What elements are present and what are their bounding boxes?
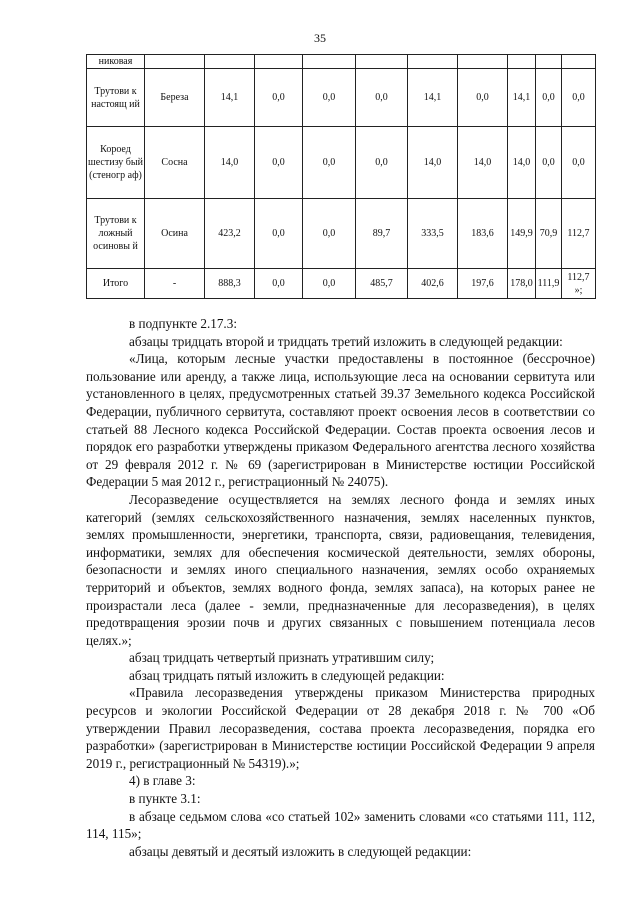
table-cell: 14,1 xyxy=(508,69,536,127)
table-cell: 0,0 xyxy=(255,69,303,127)
paragraph: абзацы тридцать второй и тридцать третий изложить в следующей редакции: xyxy=(129,333,563,349)
table-cell xyxy=(145,55,205,69)
table-cell: 402,6 xyxy=(408,269,458,299)
table-cell: 0,0 xyxy=(356,69,408,127)
table-cell xyxy=(356,55,408,69)
table-row xyxy=(87,269,596,299)
table-cell: 333,5 xyxy=(408,199,458,269)
table-cell: 0,0 xyxy=(255,269,303,299)
paragraph: абзацы девятый и десятый изложить в следующей редакции: xyxy=(129,843,472,859)
table-cell: 423,2 xyxy=(205,199,255,269)
table-cell: 111,9 xyxy=(536,269,562,299)
table-row xyxy=(87,55,596,69)
table-cell: - xyxy=(145,269,205,299)
table-cell: 0,0 xyxy=(536,127,562,199)
table-row xyxy=(87,127,596,199)
table-cell: Итого xyxy=(87,269,145,299)
table-cell: 89,7 xyxy=(356,199,408,269)
table-cell: 0,0 xyxy=(255,127,303,199)
table-cell: 888,3 xyxy=(205,269,255,299)
table-cell xyxy=(458,55,508,69)
table-cell: 0,0 xyxy=(303,69,356,127)
table-cell: 197,6 xyxy=(458,269,508,299)
table-cell: 178,0 xyxy=(508,269,536,299)
table-row xyxy=(87,69,596,127)
table-row xyxy=(87,199,596,269)
paragraph: «Лица, которым лесные участки предоставлены в постоянное (бессрочное) пользование или аренду, а также лица, использующие леса на основании сервитута или установленного в целях, предусмотренных статьей 39.37 Земельного кодекса Российской Федерации, публичного сервитута, составляют проект освоения лесов в соответствии со статьей 88 Лесного кодекса Российской Федерации. Состав проекта освоения лесов и порядок его разработки утверждены приказом Федерального агентства лесного хозяйства от 29 февраля 2012 г. № 69 (зарегистрирован в Министерстве юстиции Российской Федерации 5 мая 2012 г., регистрационный № 24075). xyxy=(86,351,595,490)
paragraph: абзац тридцать четвертый признать утратившим силу; xyxy=(129,650,435,666)
table-cell: Трутови к ложный осиновы й xyxy=(87,199,145,269)
paragraph: 4) в главе 3: xyxy=(129,773,196,789)
table-cell: Береза xyxy=(145,69,205,127)
table-cell xyxy=(205,55,255,69)
table-cell: 0,0 xyxy=(536,69,562,127)
table-cell: 0,0 xyxy=(562,69,596,127)
paragraph: Лесоразведение осуществляется на землях лесного фонда и землях иных категорий (землях сельскохозяйственного назначения, землях населенных пунктов, землях промышленности, энергетики, транспорта, связи, радиовещания, телевидения, информатики, землях для обеспечения космической деятельности, землях обороны, безопасности и землях иного специального назначения, землях особо охраняемых территорий и объектов, землях водного фонда, землях запаса), на которых ранее не произрастали леса (далее - земли, предназначенные для лесоразведения), в целях предотвращения эрозии почв и других связанных с повышением потенциала лесов целях.»; xyxy=(86,491,595,648)
table-cell: Короед шестизу бый (стеногр аф) xyxy=(87,127,145,199)
table-cell: 183,6 xyxy=(458,199,508,269)
table-cell: 0,0 xyxy=(458,69,508,127)
table-cell: 0,0 xyxy=(356,127,408,199)
forest-pest-table xyxy=(86,54,596,299)
table-cell: 14,1 xyxy=(205,69,255,127)
table-cell: 14,0 xyxy=(458,127,508,199)
table-cell: 0,0 xyxy=(303,199,356,269)
table-cell: 0,0 xyxy=(303,269,356,299)
table-cell: 112,7 xyxy=(562,199,596,269)
table-cell xyxy=(255,55,303,69)
table-cell: никовая xyxy=(87,55,145,69)
table-cell: 14,0 xyxy=(508,127,536,199)
table-cell xyxy=(508,55,536,69)
table-cell: Осина xyxy=(145,199,205,269)
paragraph: «Правила лесоразведения утверждены приказом Министерства природных ресурсов и экологии Российской Федерации от 28 декабря 2018 г. № 700 «Об утверждении Правил лесоразведения, состава проекта лесоразведения, порядка его разработки» (зарегистрирован в Министерстве юстиции Российской Федерации 9 апреля 2019 г., регистрационный № 54319).»; xyxy=(86,685,595,771)
table-cell: Трутови к настоящ ий xyxy=(87,69,145,127)
table-cell: 14,0 xyxy=(205,127,255,199)
table-cell: 0,0 xyxy=(255,199,303,269)
table-cell xyxy=(408,55,458,69)
table-cell: 14,1 xyxy=(408,69,458,127)
paragraph: в абзаце седьмом слова «со статьей 102» заменить словами «со статьями 111, 112, 114, 115»; xyxy=(86,808,595,842)
table-cell: 112,7 »; xyxy=(562,269,596,299)
paragraph: абзац тридцать пятый изложить в следующей редакции: xyxy=(129,667,445,683)
table-cell: 0,0 xyxy=(303,127,356,199)
paragraph: в подпункте 2.17.3: xyxy=(129,316,237,331)
document-body xyxy=(86,315,595,860)
table-cell: 485,7 xyxy=(356,269,408,299)
table-cell xyxy=(562,55,596,69)
table-cell: 149,9 xyxy=(508,199,536,269)
table-cell xyxy=(303,55,356,69)
table-cell: 14,0 xyxy=(408,127,458,199)
paragraph: в пункте 3.1: xyxy=(129,791,201,807)
table-cell: Сосна xyxy=(145,127,205,199)
table-cell: 70,9 xyxy=(536,199,562,269)
page-number: 35 xyxy=(314,31,326,45)
table-cell: 0,0 xyxy=(562,127,596,199)
table-cell xyxy=(536,55,562,69)
